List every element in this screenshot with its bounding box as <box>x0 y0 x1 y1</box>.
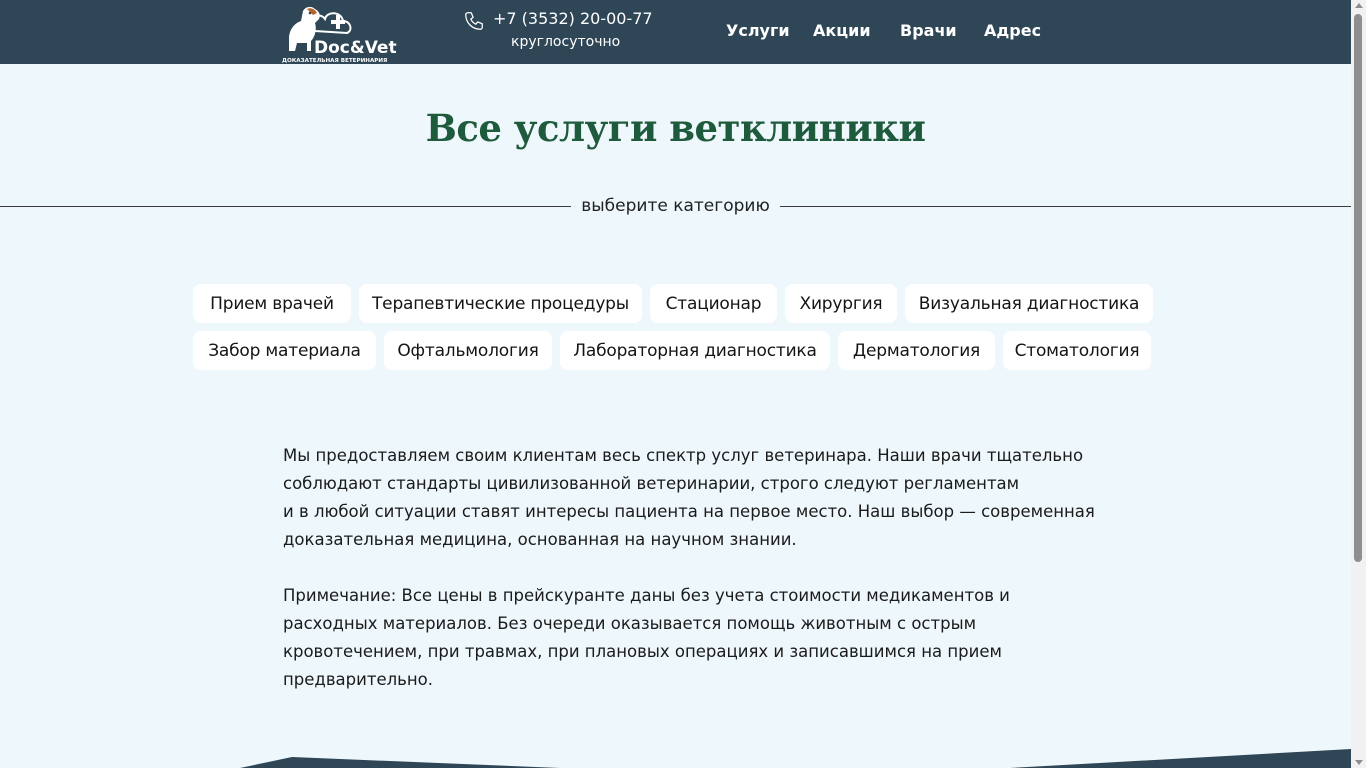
intro-paragraph <box>283 442 1095 554</box>
phone-link[interactable]: +7 (3532) 20-00-77 <box>493 9 653 28</box>
phone-hours: круглосуточно <box>511 34 621 50</box>
scrollbar[interactable] <box>1351 0 1366 768</box>
logo[interactable] <box>281 1 397 64</box>
category-chip-sampling[interactable]: Забор материала <box>193 331 376 370</box>
svg-text:ДОКАЗАТЕЛЬНАЯ ВЕТЕРИНАРИЯ: ДОКАЗАТЕЛЬНАЯ ВЕТЕРИНАРИЯ <box>282 58 388 64</box>
scroll-up-icon[interactable] <box>1355 3 1363 8</box>
intro-line: доказательная медицина, основанная на научном знании. <box>283 530 797 549</box>
site-header <box>0 0 1351 64</box>
category-chip-therapy[interactable]: Терапевтические процедуры <box>359 284 642 323</box>
divider-line-right <box>780 206 1351 207</box>
category-chip-dermatology[interactable]: Дерматология <box>838 331 995 370</box>
note-line: предварительно. <box>283 670 434 689</box>
category-chip-surgery[interactable]: Хирургия <box>785 284 897 323</box>
category-chip-doctor-visits[interactable]: Прием врачей <box>193 284 351 323</box>
category-chip-lab-diagnostics[interactable]: Лабораторная диагностика <box>560 331 830 370</box>
category-chip-visual-diagnostics[interactable]: Визуальная диагностика <box>905 284 1153 323</box>
intro-line: соблюдают стандарты цивилизованной ветеринарии, строго следуют регламентам <box>283 474 1020 493</box>
nav-item-promotions[interactable]: Акции <box>813 21 871 40</box>
nav-item-services[interactable]: Услуги <box>726 21 790 40</box>
category-chip-hospital[interactable]: Стационар <box>650 284 777 323</box>
note-paragraph <box>283 582 1073 694</box>
intro-line: и в любой ситуации ставят интересы пациента на первое место. Наш выбор — современная <box>283 502 1095 521</box>
category-chip-ophthalmology[interactable]: Офтальмология <box>384 331 552 370</box>
page-title: Все услуги ветклиники <box>425 106 926 150</box>
divider-line-left <box>0 206 571 207</box>
nav-item-address[interactable]: Адрес <box>984 21 1042 40</box>
scrollbar-thumb[interactable] <box>1354 14 1362 562</box>
intro-line: Мы предоставляем своим клиентам весь спектр услуг ветеринара. Наши врачи тщательно <box>283 446 1084 465</box>
category-chip-dentistry[interactable]: Стоматология <box>1003 331 1151 370</box>
note-line: кровотечением, при травмах, при плановых операциях и записавшимся на прием <box>283 642 1002 661</box>
svg-text:Doc&Vet: Doc&Vet <box>314 38 397 58</box>
divider-label: выберите категорию <box>581 196 770 216</box>
nav-item-doctors[interactable]: Врачи <box>900 21 957 40</box>
phone-icon[interactable] <box>463 10 485 32</box>
note-line: расходных материалов. Без очереди оказывается помощь животным с острым <box>283 614 977 633</box>
footer-wave-shape <box>0 748 1351 768</box>
scroll-down-icon[interactable] <box>1355 760 1363 765</box>
note-line: Примечание: Все цены в прейскуранте даны без учета стоимости медикаментов и <box>283 586 1010 605</box>
